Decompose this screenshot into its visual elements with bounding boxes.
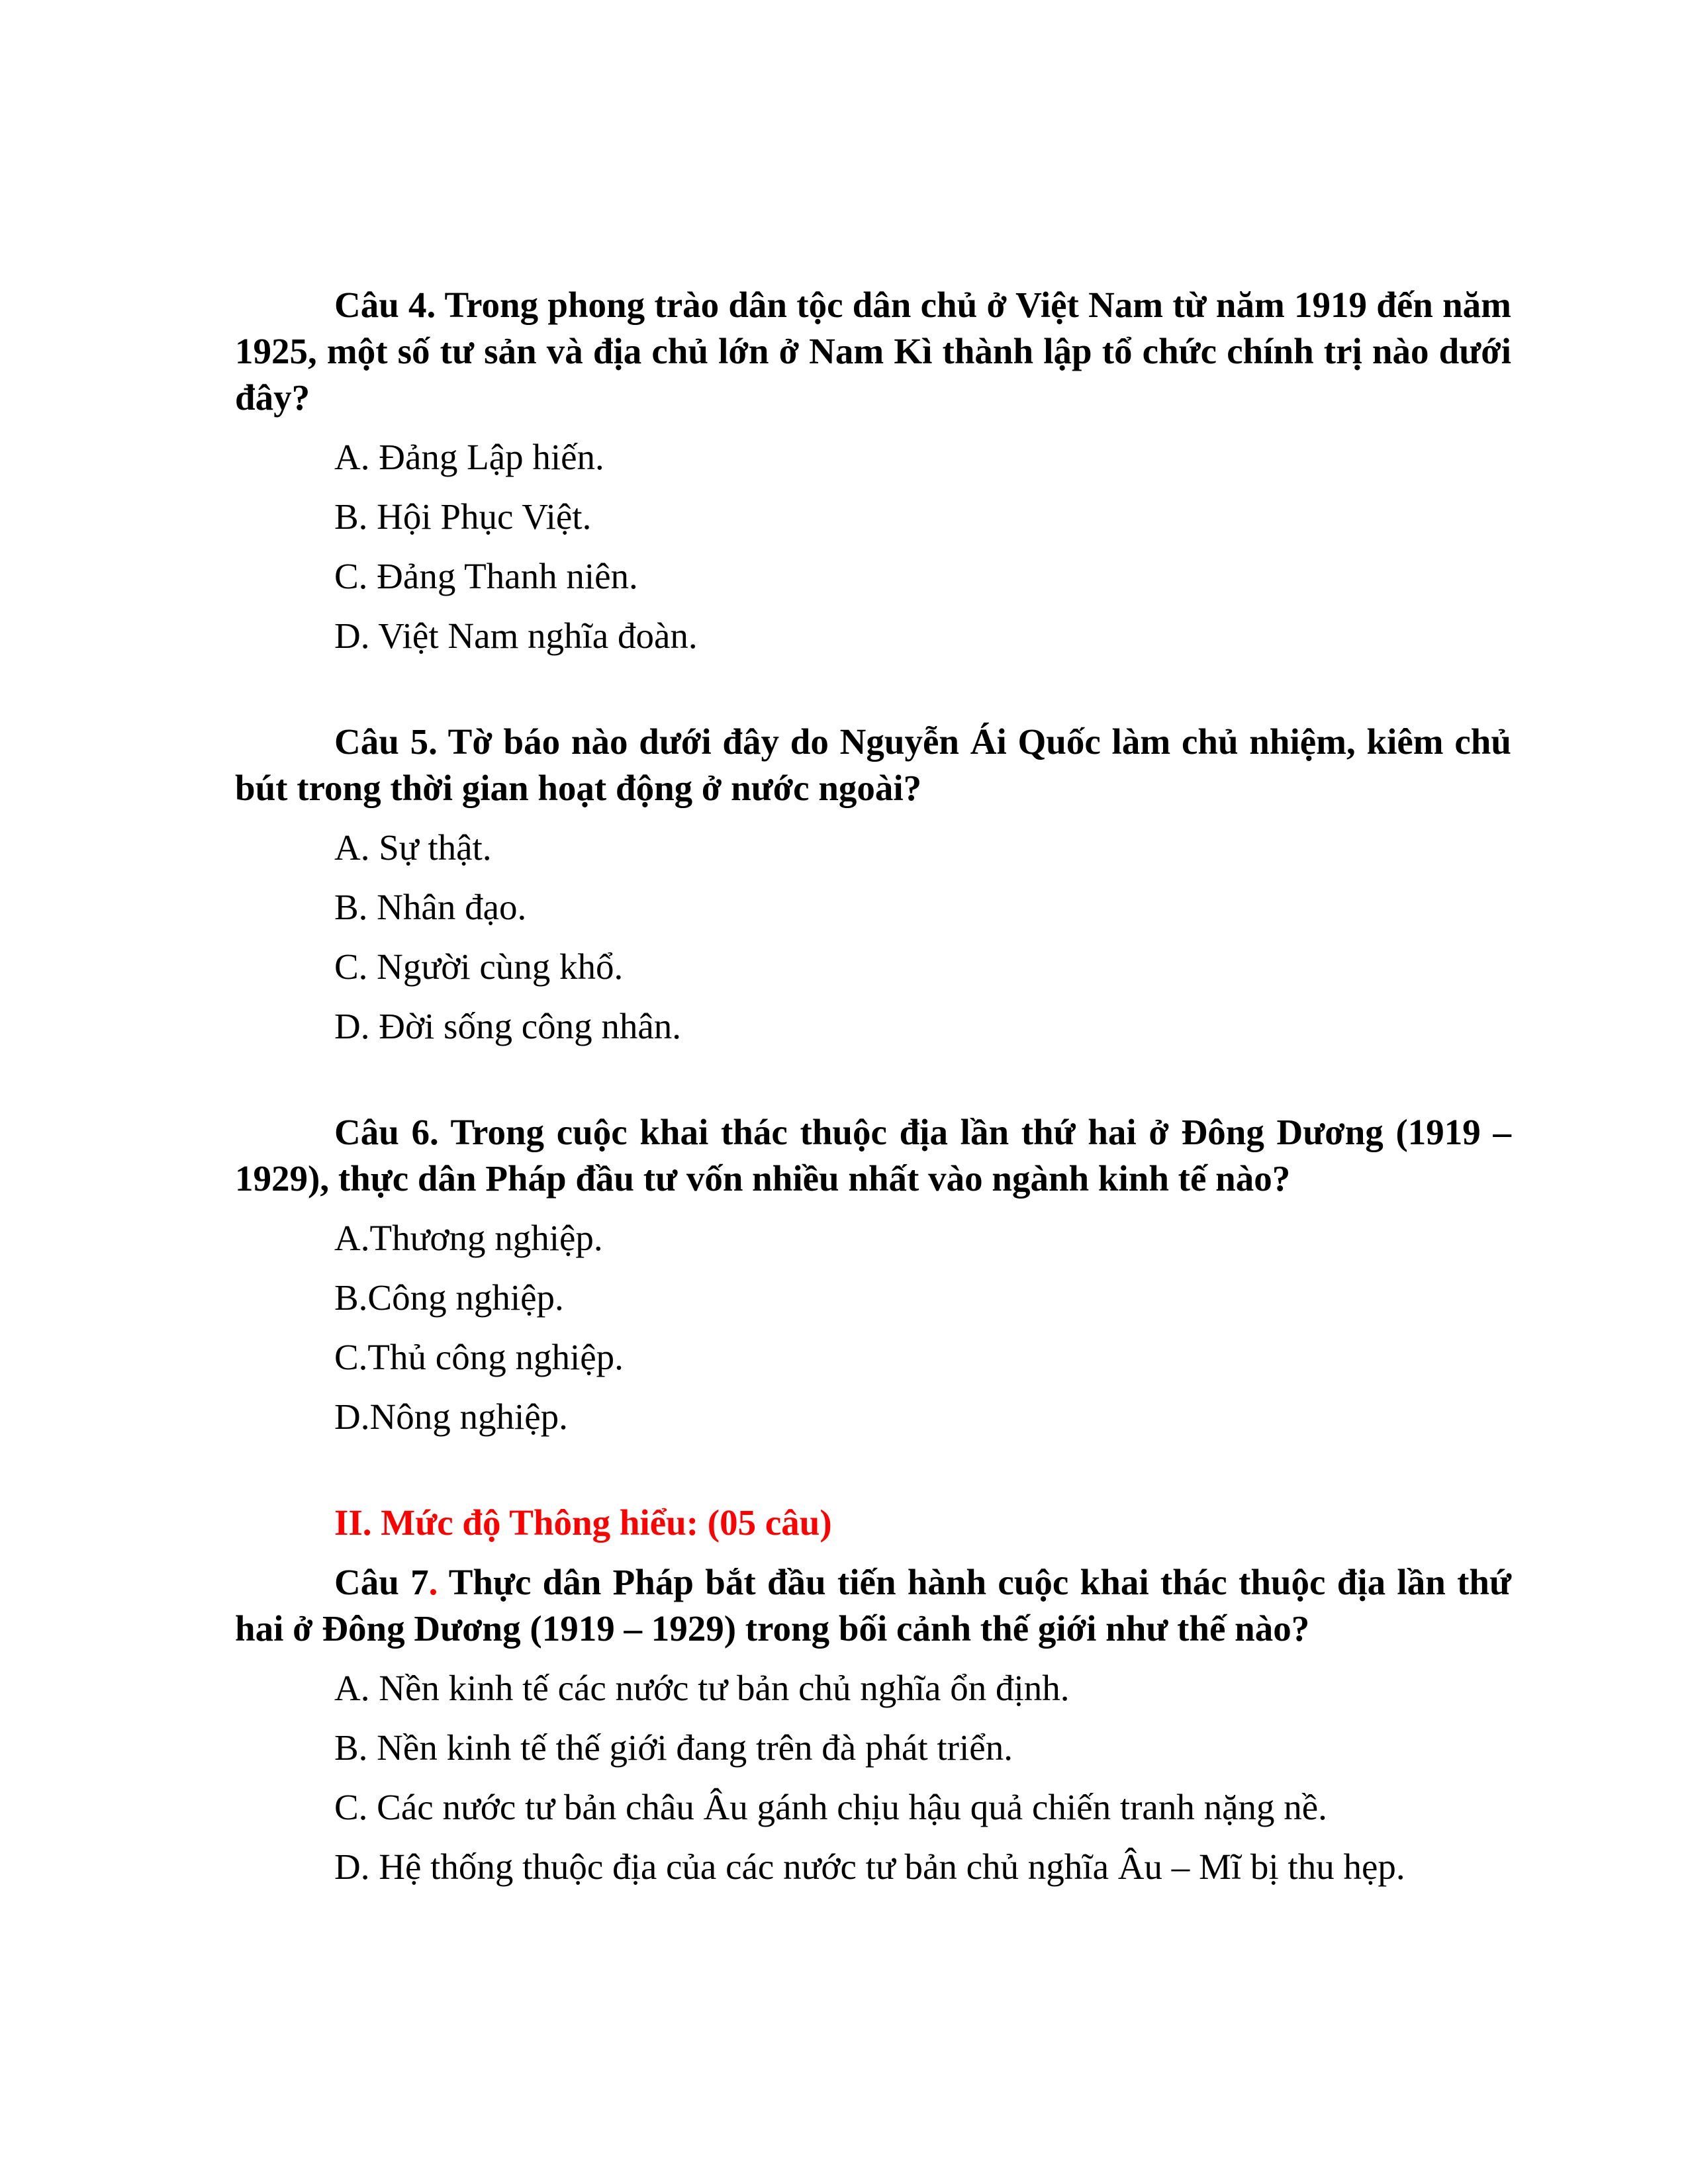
question-6-option-b: B.Công nghiệp. — [334, 1277, 564, 1318]
question-5-option-a: A. Sự thật. — [334, 827, 492, 868]
question-5-text: Tờ báo nào dưới đây do Nguyễn Ái Quốc làm chủ nhiệm, kiêm chủ bút trong thời gian hoạt động ở nước ngoài? — [235, 721, 1511, 808]
question-4-option-a: A. Đảng Lập hiến. — [334, 437, 604, 477]
question-7-option-c: C. Các nước tư bản châu Âu gánh chịu hậu quả chiến tranh nặng nề. — [334, 1787, 1327, 1827]
question-7 — [235, 1559, 1511, 1652]
question-5-label: Câu 5. — [334, 721, 438, 762]
question-5 — [235, 719, 1511, 811]
question-4-option-d: D. Việt Nam nghĩa đoàn. — [334, 615, 698, 656]
question-6-option-a: A.Thương nghiệp. — [334, 1218, 603, 1258]
question-7-option-b: B. Nền kinh tế thế giới đang trên đà phát triển. — [334, 1727, 1013, 1768]
question-4-option-c: C. Đảng Thanh niên. — [334, 556, 638, 596]
question-5-option-d: D. Đời sống công nhân. — [334, 1006, 682, 1046]
question-6-option-d: D.Nông nghiệp. — [334, 1396, 568, 1437]
question-6-option-c: C.Thủ công nghiệp. — [334, 1337, 624, 1377]
question-7-option-a: A. Nền kinh tế các nước tư bản chủ nghĩa ổn định. — [334, 1668, 1070, 1708]
question-7-text: Thực dân Pháp bắt đầu tiến hành cuộc khai thác thuộc địa lần thứ hai ở Đông Dương (1919 – 1929) trong bối cảnh thế giới như thế nào? — [235, 1562, 1512, 1649]
question-7-red-period: . — [428, 1562, 438, 1602]
question-5-option-c: C. Người cùng khổ. — [334, 946, 624, 987]
question-7-label: Câu 7 — [334, 1562, 429, 1602]
question-6 — [235, 1109, 1511, 1202]
question-6-text: Trong cuộc khai thác thuộc địa lần thứ hai ở Đông Dương (1919 – 1929), thực dân Pháp đầu tư vốn nhiều nhất vào ngành kinh tế nào? — [235, 1112, 1511, 1199]
question-4-label: Câu 4. — [334, 285, 436, 325]
question-4 — [235, 282, 1511, 421]
question-5-option-b: B. Nhân đạo. — [334, 887, 527, 927]
question-4-text: Trong phong trào dân tộc dân chủ ở Việt Nam từ năm 1919 đến năm 1925, một số tư sản và địa chủ lớn ở Nam Kì thành lập tổ chức chính trị nào dưới đây? — [235, 285, 1511, 418]
section-heading-level-2: II. Mức độ Thông hiểu: (05 câu) — [334, 1502, 832, 1543]
question-6-label: Câu 6. — [334, 1112, 439, 1152]
question-7-option-d: D. Hệ thống thuộc địa của các nước tư bản chủ nghĩa Âu – Mĩ bị thu hẹp. — [334, 1846, 1405, 1887]
question-4-option-b: B. Hội Phục Việt. — [334, 496, 592, 537]
